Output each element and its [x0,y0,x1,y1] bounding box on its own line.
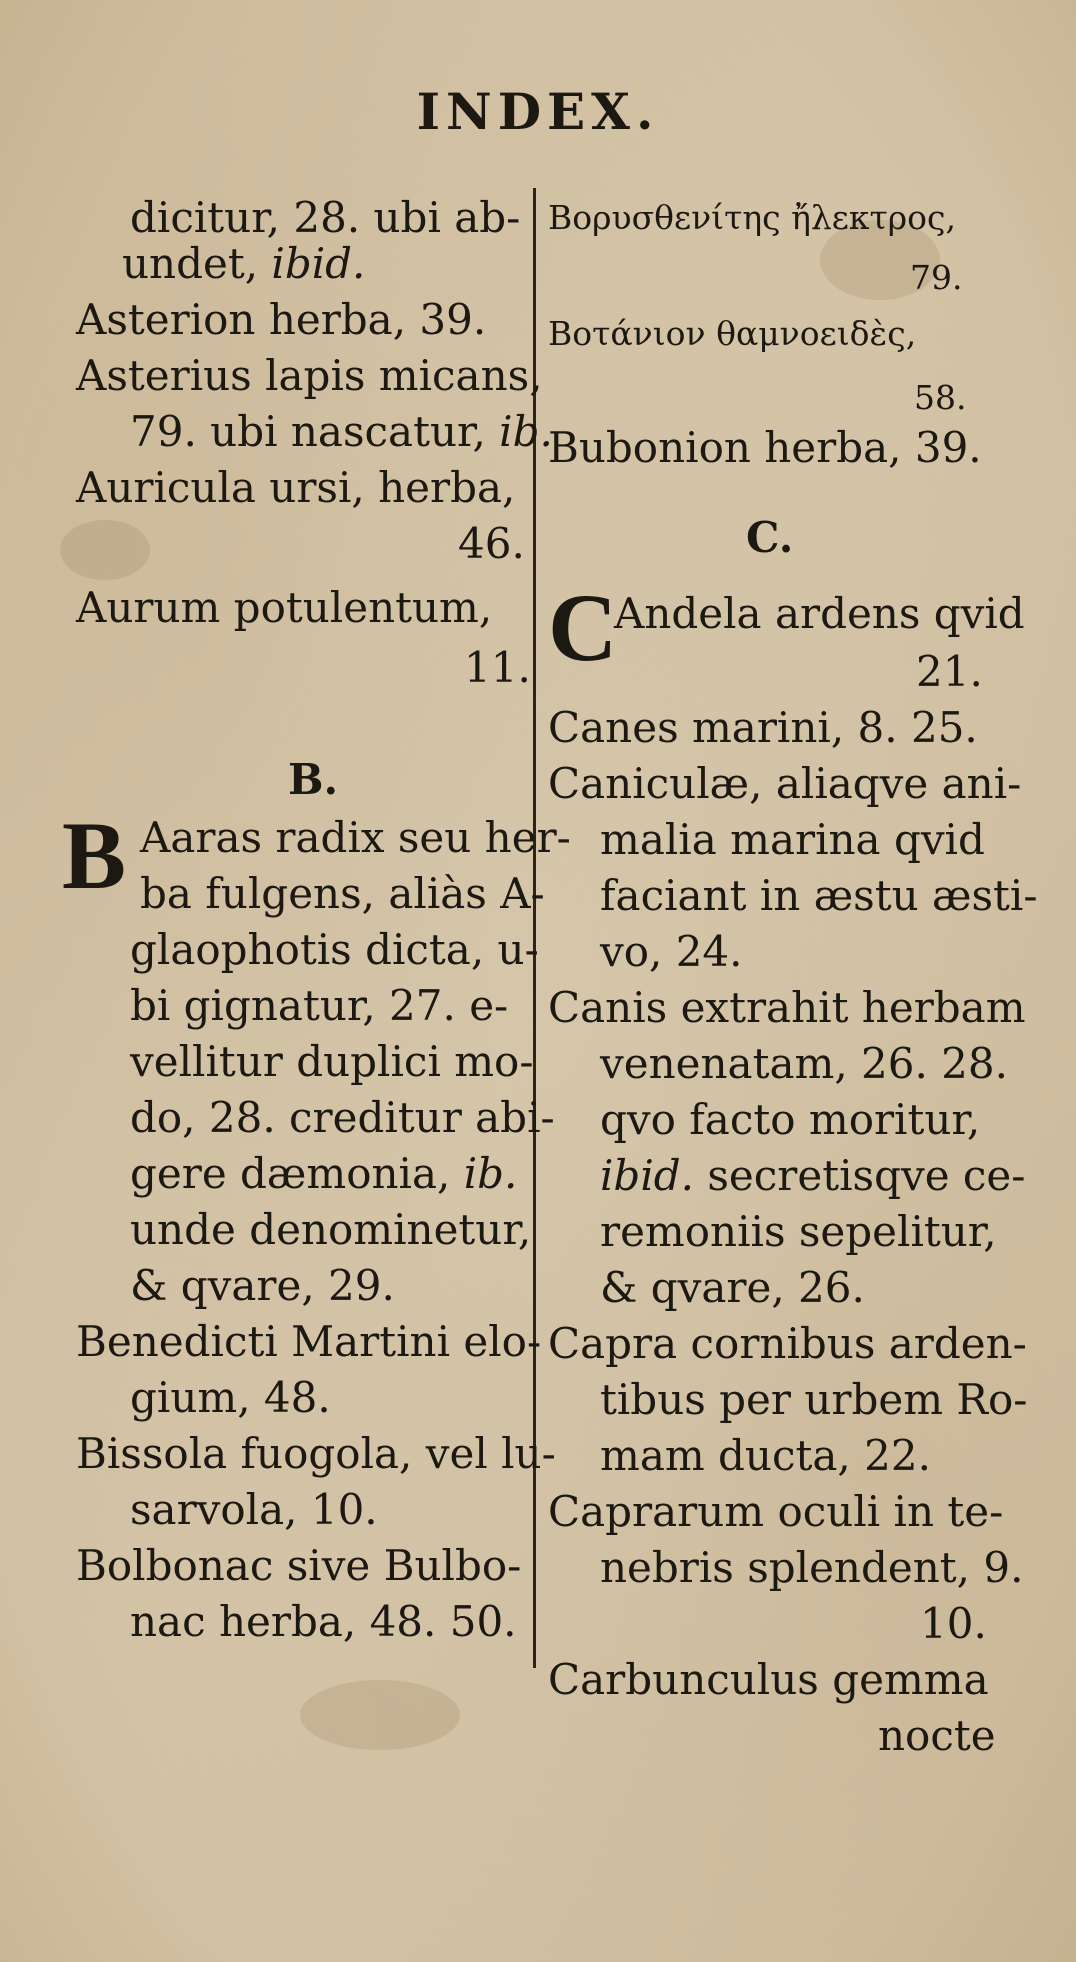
left-line: Bissola fuogola, vel lu- [76,1429,556,1478]
right-line: 21. [916,647,983,696]
left-line: Aaras radix seu her- [140,813,571,862]
section-letter-b: B. [288,755,339,804]
right-line: nebris splendent, 9. [600,1543,1024,1592]
left-line: Aurum potulentum, [76,583,493,632]
right-line: 10. [920,1599,987,1648]
left-line: gere dæmonia, ib. [130,1149,518,1198]
right-line: Andela ardens qvid [614,589,1025,638]
left-line: Asterius lapis micans, [76,351,543,400]
left-line: ba fulgens, aliàs A- [140,869,545,918]
right-line: venenatam, 26. 28. [600,1039,1008,1088]
right-line: 79. [910,258,963,297]
right-line: vo, 24. [600,927,743,976]
left-line: gium, 48. [130,1373,331,1422]
right-line: Bubonion herba, 39. [548,423,982,472]
left-line: sarvola, 10. [130,1485,378,1534]
left-line: glaophotis dicta, u- [130,925,539,974]
left-line: undet, ibid. [122,239,366,288]
left-line: Auricula ursi, herba, [76,463,516,512]
right-line: Caniculæ, aliaqve ani- [548,759,1022,808]
section-letter-c: C. [746,513,794,562]
right-line: qvo facto moritur, [600,1095,981,1144]
left-line: vellitur duplici mo- [130,1037,534,1086]
right-line: Canes marini, 8. 25. [548,703,978,752]
right-line: remoniis sepelitur, [600,1207,997,1256]
right-line: malia marina qvid [600,815,985,864]
left-line: Asterion herba, 39. [76,295,487,344]
left-line: unde denominetur, [130,1205,532,1254]
right-line: faciant in æstu æsti- [600,871,1038,920]
left-line: bi gignatur, 27. e- [130,981,509,1030]
left-line: do, 28. creditur abi- [130,1093,555,1142]
drop-cap-c: C [548,574,618,681]
left-line: & qvare, 29. [130,1261,395,1310]
left-line: Bolbonac sive Bulbo- [76,1541,522,1590]
left-line: dicitur, 28. ubi ab- [130,193,521,242]
right-line: & qvare, 26. [600,1263,865,1312]
left-line: 11. [464,643,531,692]
right-line: Carbunculus gemma [548,1655,989,1704]
right-line-greek: Βορυσθενίτης ἤλεκτρος, [548,198,956,237]
right-line: Canis extrahit herbam [548,983,1026,1032]
right-line: tibus per urbem Ro- [600,1375,1028,1424]
left-line: nac herba, 48. 50. [130,1597,517,1646]
right-line: nocte [878,1711,996,1760]
right-line: Capra cornibus arden- [548,1319,1027,1368]
left-line: 79. ubi nascatur, ib. [130,407,553,456]
right-line: mam ducta, 22. [600,1431,931,1480]
right-line: 58. [914,378,967,417]
left-line: 46. [458,519,525,568]
right-line: ibid. secretisqve ce- [600,1151,1026,1200]
right-line-greek: Βοτάνιον θαμνοειδὲς, [548,314,917,353]
drop-cap-b: B [62,802,127,909]
page-title: INDEX. [416,82,660,141]
left-line: Benedicti Martini elo- [76,1317,542,1366]
right-line: Caprarum oculi in te- [548,1487,1004,1536]
